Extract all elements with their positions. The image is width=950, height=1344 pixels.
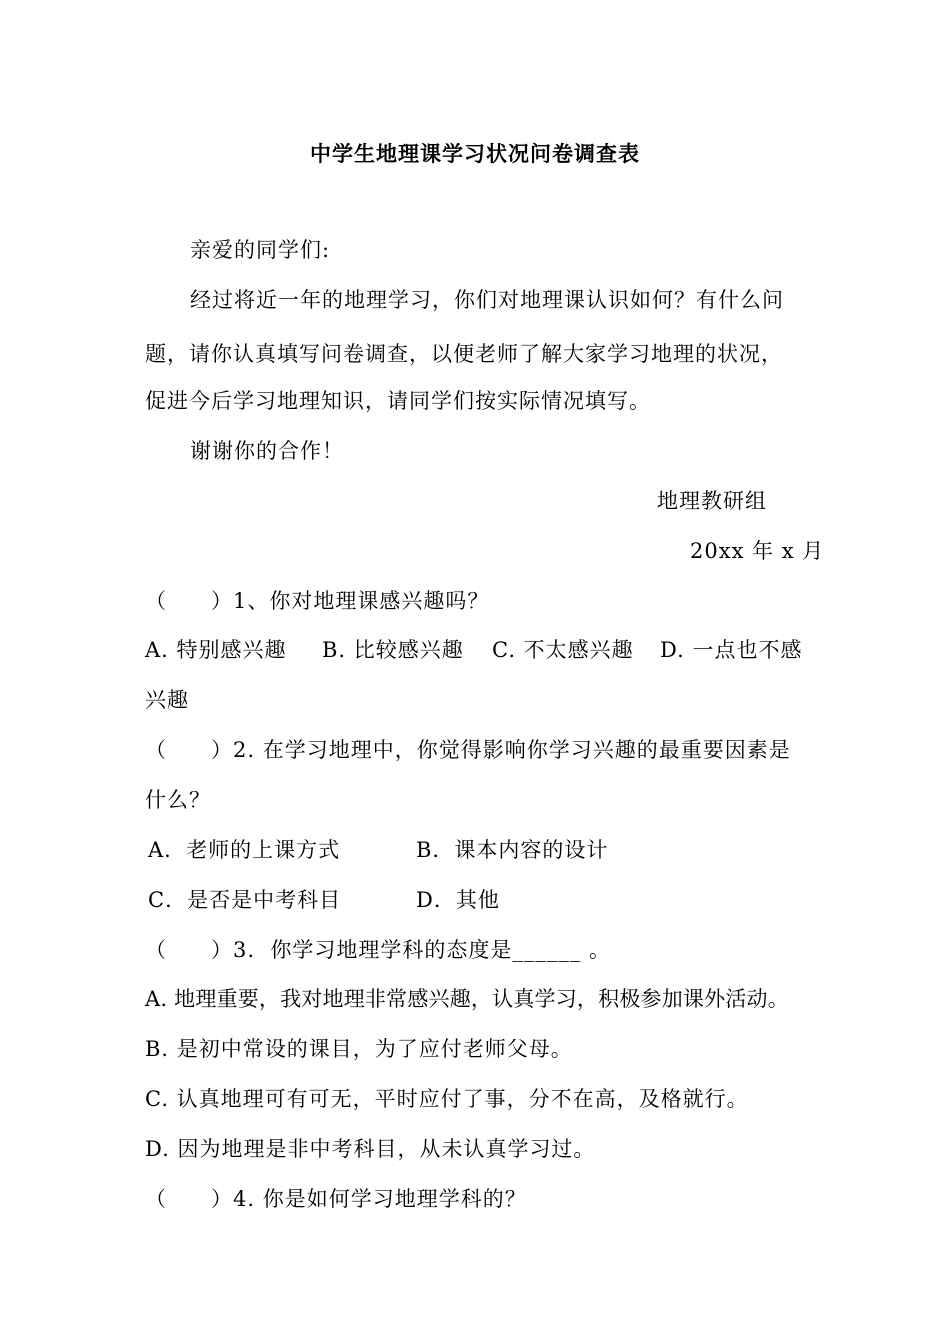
question-2-option-a: A．老师的上课方式	[148, 838, 341, 862]
question-1-stem: （ ）1、你对地理课感兴趣吗？	[145, 589, 490, 613]
question-1-option-c: C. 不太感兴趣	[492, 638, 634, 662]
greeting: 亲爱的同学们:	[190, 238, 331, 262]
signature-date: 20xx 年 x 月	[690, 539, 825, 563]
question-3-stem: （ ）3. 你学习地理学科的态度是______ 。	[145, 938, 612, 962]
question-2-option-c: C．是否是中考科目	[148, 888, 342, 912]
question-2-option-b: B．课本内容的设计	[416, 838, 609, 862]
intro-line-3: 促进今后学习地理知识，请同学们按实际情况填写。	[145, 389, 651, 413]
question-4-stem: （ ）4. 你是如何学习地理学科的？	[145, 1187, 527, 1211]
intro-line-1: 经过将近一年的地理学习，你们对地理课认识如何？有什么问	[190, 288, 784, 312]
question-1-option-d-cont: 兴趣	[145, 688, 189, 712]
intro-line-2: 题，请你认真填写问卷调查，以便老师了解大家学习地理的状况，	[145, 342, 783, 366]
question-3-option-c: C. 认真地理可有可无，平时应付了事，分不在高，及格就行。	[145, 1087, 749, 1111]
signature-group: 地理教研组	[657, 489, 767, 513]
thanks-text: 谢谢你的合作！	[190, 439, 344, 463]
question-1-option-b: B. 比较感兴趣	[322, 638, 464, 662]
question-2-option-d: D．其他	[416, 888, 500, 912]
question-2-stem-cont: 什么？	[145, 788, 211, 812]
question-3-option-a: A. 地理重要，我对地理非常感兴趣，认真学习，积极参加课外活动。	[145, 987, 789, 1011]
question-1-option-a: A. 特别感兴趣	[145, 638, 287, 662]
question-1-option-d: D. 一点也不感	[660, 638, 803, 662]
page-title: 中学生地理课学习状况问卷调查表	[310, 141, 640, 166]
question-2-stem: （ ）2. 在学习地理中，你觉得影响你学习兴趣的最重要因素是	[145, 738, 791, 762]
question-3-option-d: D. 因为地理是非中考科目，从未认真学习过。	[145, 1137, 596, 1161]
question-3-option-b: B. 是初中常设的课目，为了应付老师父母。	[145, 1037, 573, 1061]
